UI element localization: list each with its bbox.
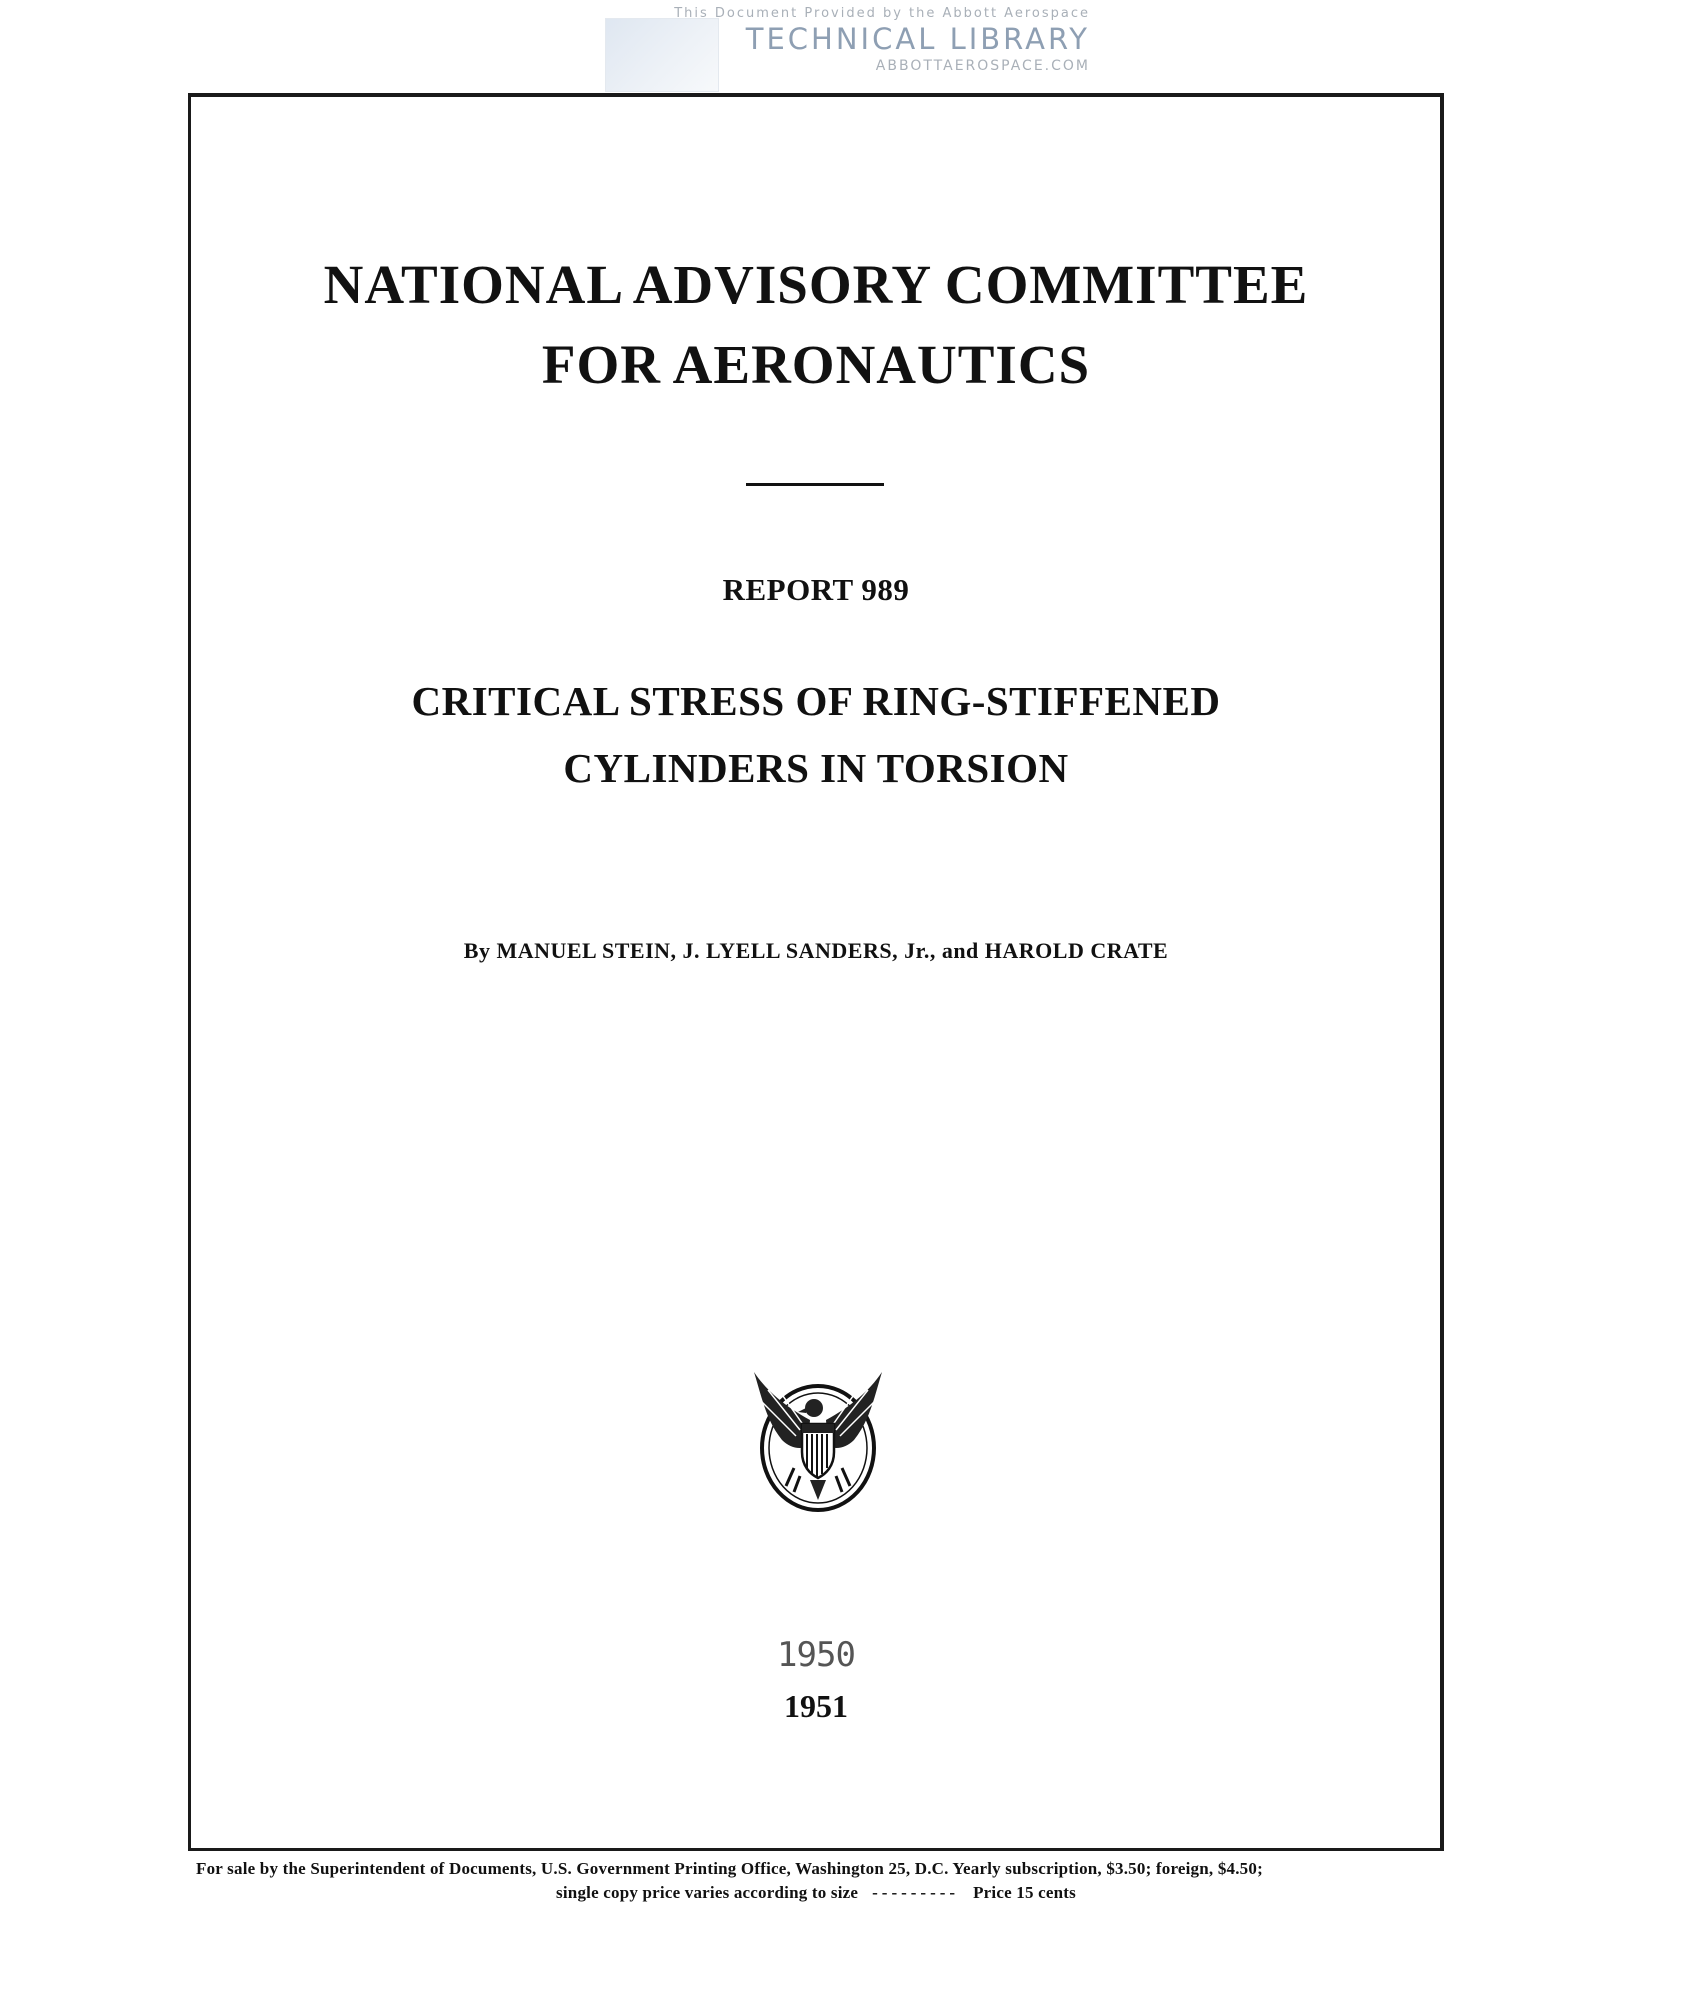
price-leader-dashes: --------- <box>872 1883 960 1902</box>
report-title-line-1: CRITICAL STRESS OF RING-STIFFENED <box>411 678 1221 724</box>
report-authors: By MANUEL STEIN, J. LYELL SANDERS, Jr., and HAROLD CRATE <box>463 938 1169 963</box>
report-title <box>188 668 1444 802</box>
watermark-technical-library: TECHNICAL LIBRARY <box>745 22 1090 56</box>
sales-info-line: For sale by the Superintendent of Documents, U.S. Government Printing Office, Washington 25, D.C. Yearly subscription, $3.50; foreign, $4.50; <box>196 1859 1263 1878</box>
committee-name <box>188 245 1444 405</box>
eagle-seal-icon <box>748 1368 888 1516</box>
publication-year: 1951 <box>784 1688 848 1724</box>
single-copy-price: Price 15 cents <box>973 1883 1076 1902</box>
title-divider <box>746 483 884 486</box>
report-number: REPORT 989 <box>722 572 910 607</box>
price-note: single copy price varies according to size <box>556 1883 859 1902</box>
committee-line-1: NATIONAL ADVISORY COMMITTEE <box>323 254 1309 315</box>
stamped-year: 1950 <box>777 1635 855 1675</box>
price-info-line <box>188 1883 1444 1903</box>
watermark-provided-by: This Document Provided by the Abbott Aerospace <box>674 6 1090 21</box>
report-title-line-2: CYLINDERS IN TORSION <box>563 745 1069 791</box>
watermark-website: ABBOTTAEROSPACE.COM <box>875 58 1090 74</box>
library-watermark <box>560 4 1120 96</box>
committee-line-2: FOR AERONAUTICS <box>541 334 1091 395</box>
